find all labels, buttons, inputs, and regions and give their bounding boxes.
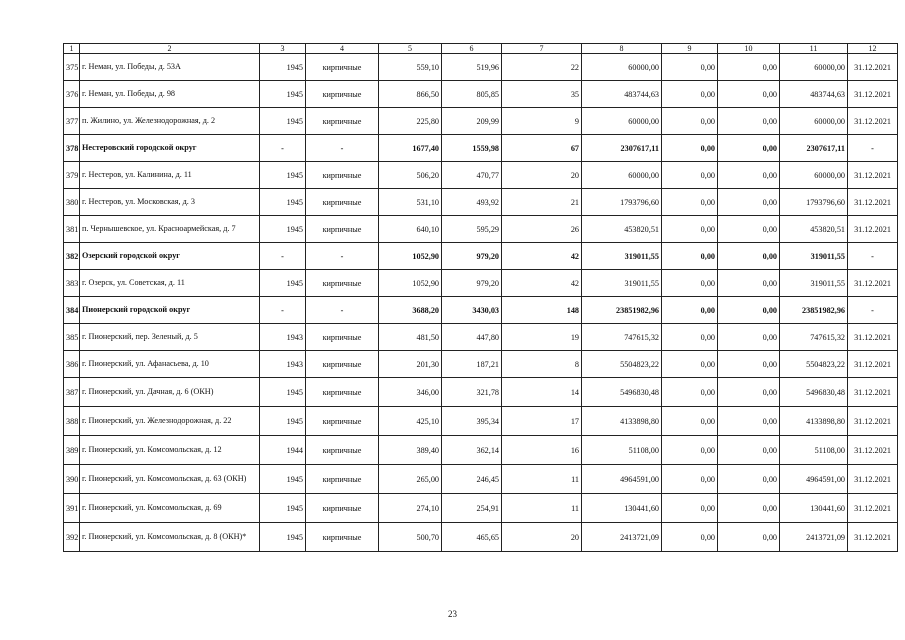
completion-date-cell: 31.12.2021 — [848, 162, 898, 189]
residents-count-cell: 17 — [502, 407, 582, 436]
table-row — [64, 189, 898, 216]
col-header: 12 — [848, 44, 898, 54]
build-year-cell: 1945 — [260, 162, 306, 189]
col-header: 11 — [780, 44, 848, 54]
living-area-cell: 805,85 — [442, 81, 502, 108]
build-year-cell: 1945 — [260, 81, 306, 108]
total-area-cell: 531,10 — [379, 189, 442, 216]
cost-fund-cell: 0,00 — [662, 243, 718, 270]
living-area-cell: 246,45 — [442, 465, 502, 494]
total-cost-cell: 4133898,80 — [582, 407, 662, 436]
col-header: 2 — [80, 44, 260, 54]
total-cost-cell: 23851982,96 — [582, 297, 662, 324]
residents-count-cell: 26 — [502, 216, 582, 243]
total-area-cell: 1677,40 — [379, 135, 442, 162]
address-cell: г. Пионерский, ул. Афанасьева, д. 10 — [80, 351, 260, 378]
cost-budget-cell: 0,00 — [718, 108, 780, 135]
living-area-cell: 1559,98 — [442, 135, 502, 162]
residents-count-cell: 19 — [502, 324, 582, 351]
living-area-cell: 209,99 — [442, 108, 502, 135]
total-area-cell: 866,50 — [379, 81, 442, 108]
residents-count-cell: 8 — [502, 351, 582, 378]
table-row — [64, 216, 898, 243]
completion-date-cell: - — [848, 297, 898, 324]
completion-date-cell: 31.12.2021 — [848, 351, 898, 378]
address-cell: г. Нестеров, ул. Калинина, д. 11 — [80, 162, 260, 189]
table-row — [64, 523, 898, 552]
cost-owners-cell: 60000,00 — [780, 54, 848, 81]
cost-fund-cell: 0,00 — [662, 523, 718, 552]
cost-fund-cell: 0,00 — [662, 162, 718, 189]
cost-fund-cell: 0,00 — [662, 407, 718, 436]
build-year-cell: 1945 — [260, 378, 306, 407]
row-number-cell: 392 — [64, 523, 80, 552]
table-row — [64, 54, 898, 81]
wall-material-cell: кирпичные — [306, 436, 379, 465]
cost-owners-cell: 5504823,22 — [780, 351, 848, 378]
completion-date-cell: 31.12.2021 — [848, 189, 898, 216]
total-cost-cell: 319011,55 — [582, 270, 662, 297]
cost-budget-cell: 0,00 — [718, 351, 780, 378]
address-cell: г. Пионерский, пер. Зеленый, д. 5 — [80, 324, 260, 351]
cost-owners-cell: 319011,55 — [780, 243, 848, 270]
wall-material-cell: кирпичные — [306, 189, 379, 216]
district-total-row — [64, 135, 898, 162]
living-area-cell: 979,20 — [442, 243, 502, 270]
total-cost-cell: 2307617,11 — [582, 135, 662, 162]
table-row — [64, 81, 898, 108]
total-area-cell: 201,30 — [379, 351, 442, 378]
cost-budget-cell: 0,00 — [718, 324, 780, 351]
address-cell: п. Жилино, ул. Железнодорожная, д. 2 — [80, 108, 260, 135]
row-number-cell: 387 — [64, 378, 80, 407]
row-number-cell: 384 — [64, 297, 80, 324]
cost-fund-cell: 0,00 — [662, 135, 718, 162]
wall-material-cell: кирпичные — [306, 324, 379, 351]
col-header: 7 — [502, 44, 582, 54]
completion-date-cell: 31.12.2021 — [848, 270, 898, 297]
cost-fund-cell: 0,00 — [662, 108, 718, 135]
row-number-cell: 381 — [64, 216, 80, 243]
wall-material-cell: кирпичные — [306, 523, 379, 552]
row-number-cell: 377 — [64, 108, 80, 135]
cost-budget-cell: 0,00 — [718, 54, 780, 81]
living-area-cell: 187,21 — [442, 351, 502, 378]
total-cost-cell: 747615,32 — [582, 324, 662, 351]
col-header: 10 — [718, 44, 780, 54]
total-area-cell: 500,70 — [379, 523, 442, 552]
completion-date-cell: 31.12.2021 — [848, 216, 898, 243]
table-row — [64, 378, 898, 407]
living-area-cell: 979,20 — [442, 270, 502, 297]
cost-fund-cell: 0,00 — [662, 54, 718, 81]
completion-date-cell: - — [848, 243, 898, 270]
build-year-cell: - — [260, 297, 306, 324]
cost-owners-cell: 2413721,09 — [780, 523, 848, 552]
total-cost-cell: 4964591,00 — [582, 465, 662, 494]
row-number-cell: 388 — [64, 407, 80, 436]
cost-budget-cell: 0,00 — [718, 81, 780, 108]
cost-owners-cell: 2307617,11 — [780, 135, 848, 162]
total-area-cell: 225,80 — [379, 108, 442, 135]
build-year-cell: 1945 — [260, 494, 306, 523]
build-year-cell: 1945 — [260, 523, 306, 552]
col-header: 8 — [582, 44, 662, 54]
page-number: 23 — [448, 609, 457, 619]
total-area-cell: 481,50 — [379, 324, 442, 351]
address-cell: г. Пионерский, ул. Комсомольская, д. 63 (ОКН) — [80, 465, 260, 494]
build-year-cell: 1945 — [260, 216, 306, 243]
row-number-cell: 378 — [64, 135, 80, 162]
total-area-cell: 346,00 — [379, 378, 442, 407]
build-year-cell: 1945 — [260, 108, 306, 135]
wall-material-cell: кирпичные — [306, 108, 379, 135]
address-cell: г. Пионерский, ул. Комсомольская, д. 12 — [80, 436, 260, 465]
address-cell: г. Неман, ул. Победы, д. 53А — [80, 54, 260, 81]
build-year-cell: 1945 — [260, 54, 306, 81]
living-area-cell: 395,34 — [442, 407, 502, 436]
table-row — [64, 270, 898, 297]
residents-count-cell: 35 — [502, 81, 582, 108]
cost-budget-cell: 0,00 — [718, 494, 780, 523]
cost-fund-cell: 0,00 — [662, 216, 718, 243]
address-cell: г. Пионерский, ул. Комсомольская, д. 8 (ОКН)* — [80, 523, 260, 552]
total-cost-cell: 5496830,48 — [582, 378, 662, 407]
registry-table — [63, 43, 898, 552]
address-cell: г. Неман, ул. Победы, д. 98 — [80, 81, 260, 108]
cost-budget-cell: 0,00 — [718, 436, 780, 465]
residents-count-cell: 20 — [502, 162, 582, 189]
address-cell: п. Чернышевское, ул. Красноармейская, д. 7 — [80, 216, 260, 243]
row-number-cell: 389 — [64, 436, 80, 465]
wall-material-cell: кирпичные — [306, 378, 379, 407]
wall-material-cell: кирпичные — [306, 162, 379, 189]
row-number-cell: 382 — [64, 243, 80, 270]
build-year-cell: - — [260, 243, 306, 270]
table-row — [64, 162, 898, 189]
total-area-cell: 274,10 — [379, 494, 442, 523]
total-area-cell: 506,20 — [379, 162, 442, 189]
residents-count-cell: 67 — [502, 135, 582, 162]
build-year-cell: 1945 — [260, 270, 306, 297]
total-cost-cell: 60000,00 — [582, 108, 662, 135]
cost-budget-cell: 0,00 — [718, 189, 780, 216]
completion-date-cell: 31.12.2021 — [848, 54, 898, 81]
build-year-cell: 1945 — [260, 189, 306, 216]
completion-date-cell: 31.12.2021 — [848, 324, 898, 351]
cost-fund-cell: 0,00 — [662, 378, 718, 407]
table-row — [64, 436, 898, 465]
row-number-cell: 390 — [64, 465, 80, 494]
wall-material-cell: кирпичные — [306, 81, 379, 108]
residents-count-cell: 21 — [502, 189, 582, 216]
table-row — [64, 465, 898, 494]
row-number-cell: 376 — [64, 81, 80, 108]
residents-count-cell: 9 — [502, 108, 582, 135]
completion-date-cell: 31.12.2021 — [848, 465, 898, 494]
total-area-cell: 1052,90 — [379, 243, 442, 270]
cost-budget-cell: 0,00 — [718, 523, 780, 552]
wall-material-cell: - — [306, 297, 379, 324]
col-header: 3 — [260, 44, 306, 54]
residents-count-cell: 11 — [502, 494, 582, 523]
cost-owners-cell: 5496830,48 — [780, 378, 848, 407]
total-area-cell: 640,10 — [379, 216, 442, 243]
cost-owners-cell: 130441,60 — [780, 494, 848, 523]
total-area-cell: 1052,90 — [379, 270, 442, 297]
address-cell: г. Нестеров, ул. Московская, д. 3 — [80, 189, 260, 216]
address-cell: г. Пионерский, ул. Комсомольская, д. 69 — [80, 494, 260, 523]
build-year-cell: - — [260, 135, 306, 162]
total-area-cell: 389,40 — [379, 436, 442, 465]
completion-date-cell: 31.12.2021 — [848, 407, 898, 436]
total-cost-cell: 130441,60 — [582, 494, 662, 523]
wall-material-cell: кирпичные — [306, 465, 379, 494]
wall-material-cell: кирпичные — [306, 216, 379, 243]
wall-material-cell: кирпичные — [306, 407, 379, 436]
total-cost-cell: 2413721,09 — [582, 523, 662, 552]
wall-material-cell: кирпичные — [306, 54, 379, 81]
residents-count-cell: 148 — [502, 297, 582, 324]
living-area-cell: 362,14 — [442, 436, 502, 465]
total-cost-cell: 51108,00 — [582, 436, 662, 465]
row-number-cell: 386 — [64, 351, 80, 378]
wall-material-cell: - — [306, 135, 379, 162]
cost-budget-cell: 0,00 — [718, 135, 780, 162]
table-row — [64, 324, 898, 351]
residents-count-cell: 11 — [502, 465, 582, 494]
total-area-cell: 3688,20 — [379, 297, 442, 324]
table-row — [64, 494, 898, 523]
build-year-cell: 1943 — [260, 351, 306, 378]
row-number-cell: 391 — [64, 494, 80, 523]
completion-date-cell: - — [848, 135, 898, 162]
living-area-cell: 493,92 — [442, 189, 502, 216]
column-number-row — [64, 44, 898, 54]
cost-owners-cell: 4133898,80 — [780, 407, 848, 436]
total-cost-cell: 453820,51 — [582, 216, 662, 243]
living-area-cell: 447,80 — [442, 324, 502, 351]
completion-date-cell: 31.12.2021 — [848, 81, 898, 108]
table-row — [64, 351, 898, 378]
cost-owners-cell: 747615,32 — [780, 324, 848, 351]
wall-material-cell: кирпичные — [306, 494, 379, 523]
cost-owners-cell: 60000,00 — [780, 108, 848, 135]
row-number-cell: 379 — [64, 162, 80, 189]
address-cell: г. Пионерский, ул. Дачная, д. 6 (ОКН) — [80, 378, 260, 407]
table-row — [64, 407, 898, 436]
col-header: 9 — [662, 44, 718, 54]
build-year-cell: 1945 — [260, 407, 306, 436]
address-cell: г. Пионерский, ул. Железнодорожная, д. 22 — [80, 407, 260, 436]
residents-count-cell: 42 — [502, 270, 582, 297]
table-row — [64, 108, 898, 135]
build-year-cell: 1943 — [260, 324, 306, 351]
living-area-cell: 470,77 — [442, 162, 502, 189]
col-header: 1 — [64, 44, 80, 54]
total-cost-cell: 5504823,22 — [582, 351, 662, 378]
completion-date-cell: 31.12.2021 — [848, 378, 898, 407]
district-total-row — [64, 297, 898, 324]
cost-owners-cell: 60000,00 — [780, 162, 848, 189]
cost-fund-cell: 0,00 — [662, 324, 718, 351]
cost-owners-cell: 453820,51 — [780, 216, 848, 243]
cost-fund-cell: 0,00 — [662, 436, 718, 465]
build-year-cell: 1945 — [260, 465, 306, 494]
living-area-cell: 321,78 — [442, 378, 502, 407]
residents-count-cell: 22 — [502, 54, 582, 81]
cost-owners-cell: 1793796,60 — [780, 189, 848, 216]
district-total-row — [64, 243, 898, 270]
cost-owners-cell: 4964591,00 — [780, 465, 848, 494]
row-number-cell: 385 — [64, 324, 80, 351]
living-area-cell: 254,91 — [442, 494, 502, 523]
total-area-cell: 425,10 — [379, 407, 442, 436]
residents-count-cell: 42 — [502, 243, 582, 270]
completion-date-cell: 31.12.2021 — [848, 523, 898, 552]
living-area-cell: 595,29 — [442, 216, 502, 243]
address-cell: г. Озерск, ул. Советская, д. 11 — [80, 270, 260, 297]
living-area-cell: 465,65 — [442, 523, 502, 552]
residents-count-cell: 14 — [502, 378, 582, 407]
cost-fund-cell: 0,00 — [662, 494, 718, 523]
cost-fund-cell: 0,00 — [662, 297, 718, 324]
cost-budget-cell: 0,00 — [718, 216, 780, 243]
cost-owners-cell: 51108,00 — [780, 436, 848, 465]
cost-fund-cell: 0,00 — [662, 270, 718, 297]
address-cell: Озерский городской округ — [80, 243, 260, 270]
row-number-cell: 383 — [64, 270, 80, 297]
cost-fund-cell: 0,00 — [662, 465, 718, 494]
cost-budget-cell: 0,00 — [718, 162, 780, 189]
cost-fund-cell: 0,00 — [662, 189, 718, 216]
wall-material-cell: кирпичные — [306, 351, 379, 378]
col-header: 4 — [306, 44, 379, 54]
col-header: 6 — [442, 44, 502, 54]
total-cost-cell: 60000,00 — [582, 54, 662, 81]
total-area-cell: 265,00 — [379, 465, 442, 494]
cost-budget-cell: 0,00 — [718, 297, 780, 324]
col-header: 5 — [379, 44, 442, 54]
cost-fund-cell: 0,00 — [662, 81, 718, 108]
completion-date-cell: 31.12.2021 — [848, 108, 898, 135]
total-area-cell: 559,10 — [379, 54, 442, 81]
living-area-cell: 519,96 — [442, 54, 502, 81]
build-year-cell: 1944 — [260, 436, 306, 465]
address-cell: Нестеровский городской округ — [80, 135, 260, 162]
cost-budget-cell: 0,00 — [718, 243, 780, 270]
residents-count-cell: 20 — [502, 523, 582, 552]
address-cell: Пионерский городской округ — [80, 297, 260, 324]
wall-material-cell: - — [306, 243, 379, 270]
cost-owners-cell: 23851982,96 — [780, 297, 848, 324]
total-cost-cell: 1793796,60 — [582, 189, 662, 216]
cost-budget-cell: 0,00 — [718, 378, 780, 407]
cost-budget-cell: 0,00 — [718, 270, 780, 297]
residents-count-cell: 16 — [502, 436, 582, 465]
total-cost-cell: 319011,55 — [582, 243, 662, 270]
wall-material-cell: кирпичные — [306, 270, 379, 297]
cost-owners-cell: 483744,63 — [780, 81, 848, 108]
row-number-cell: 380 — [64, 189, 80, 216]
cost-owners-cell: 319011,55 — [780, 270, 848, 297]
cost-budget-cell: 0,00 — [718, 465, 780, 494]
row-number-cell: 375 — [64, 54, 80, 81]
cost-budget-cell: 0,00 — [718, 407, 780, 436]
living-area-cell: 3430,03 — [442, 297, 502, 324]
completion-date-cell: 31.12.2021 — [848, 436, 898, 465]
completion-date-cell: 31.12.2021 — [848, 494, 898, 523]
cost-fund-cell: 0,00 — [662, 351, 718, 378]
total-cost-cell: 483744,63 — [582, 81, 662, 108]
total-cost-cell: 60000,00 — [582, 162, 662, 189]
